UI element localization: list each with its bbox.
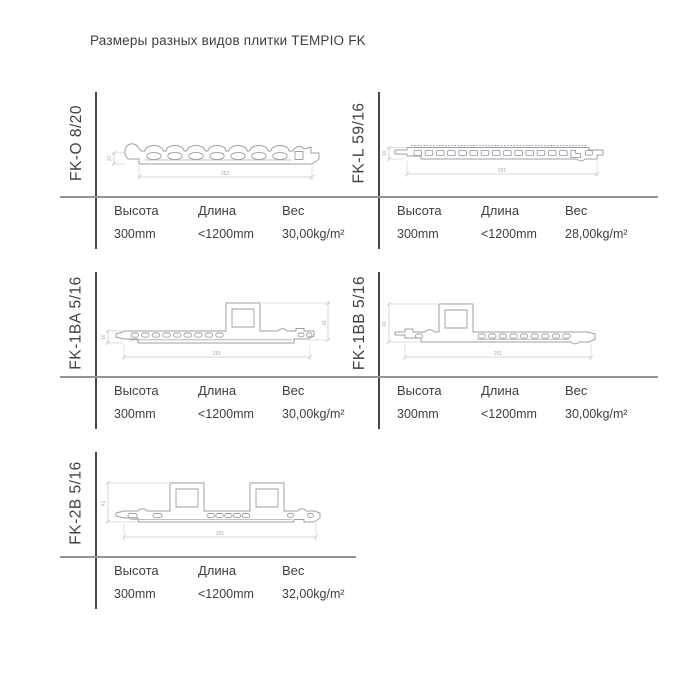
col-header-height: Высота <box>114 383 159 398</box>
dim-width-label: 252 <box>220 171 230 177</box>
dim-width-label: 291 <box>215 531 225 537</box>
height-value: 300mm <box>114 227 156 241</box>
height-value: 300mm <box>114 407 156 421</box>
dim-height-label: 20 <box>107 155 113 162</box>
section-divider-vertical <box>95 92 97 249</box>
profile-drawing-fk-l <box>381 92 633 194</box>
length-value: <1200mm <box>198 227 254 241</box>
profile-code: FK-1BB 5/16 <box>351 275 368 371</box>
section-divider-horizontal <box>343 376 658 378</box>
col-header-weight: Вес <box>565 383 588 398</box>
section-divider-horizontal <box>60 376 356 378</box>
height-value: 300mm <box>114 587 156 601</box>
profile-code: FK-O 8/20 <box>68 105 85 181</box>
col-header-length: Длина <box>198 203 237 218</box>
section-divider-vertical <box>378 272 380 429</box>
weight-value: 30,00kg/m² <box>282 227 345 241</box>
profile-code-label <box>62 274 92 372</box>
dim-width-label: 291 <box>212 351 222 357</box>
length-value: <1200mm <box>198 587 254 601</box>
section-fk-1ba <box>60 270 356 430</box>
dim-total-height-label: 41 <box>101 500 107 507</box>
col-header-weight: Вес <box>282 563 305 578</box>
profile-code: FK-2B 5/16 <box>68 461 85 545</box>
col-header-height: Высота <box>397 383 442 398</box>
length-value: <1200mm <box>481 227 537 241</box>
length-value: <1200mm <box>481 407 537 421</box>
col-header-height: Высота <box>397 203 442 218</box>
spec-table <box>98 563 366 601</box>
profile-drawing-fk-1ba <box>98 272 350 374</box>
section-fk-2b <box>60 450 356 610</box>
col-header-weight: Вес <box>565 203 588 218</box>
profile-drawing-fk-1bb <box>381 272 633 374</box>
profile-drawing-fk-o <box>98 92 350 194</box>
profile-drawing-fk-2b <box>98 452 350 554</box>
dim-height-label: 16 <box>101 334 107 340</box>
section-fk-o <box>60 90 356 250</box>
profile-code: FK-L 59/16 <box>351 102 369 184</box>
col-header-height: Высота <box>114 563 159 578</box>
profile-code: FK-1BA 5/16 <box>68 276 86 370</box>
dim-total-height-label: 41 <box>382 321 388 327</box>
section-divider-horizontal <box>343 196 658 198</box>
col-header-length: Длина <box>481 383 520 398</box>
profile-code-label <box>62 94 92 192</box>
dim-total-height-label: 41 <box>322 320 328 326</box>
weight-value: 30,00kg/m² <box>282 407 345 421</box>
length-value: <1200mm <box>198 407 254 421</box>
spec-table <box>98 203 366 241</box>
profile-code-label <box>345 274 375 372</box>
weight-value: 32,00kg/m² <box>282 587 345 601</box>
col-header-weight: Вес <box>282 203 305 218</box>
section-divider-vertical <box>378 92 380 249</box>
dim-height-label: 16 <box>382 150 388 157</box>
section-fk-1bb <box>343 270 658 430</box>
spec-table <box>381 383 649 421</box>
col-header-weight: Вес <box>282 383 305 398</box>
section-divider-vertical <box>95 272 97 429</box>
dim-width-label: 251 <box>497 168 507 174</box>
section-fk-l <box>343 90 658 250</box>
profile-code-label <box>345 94 375 192</box>
section-divider-horizontal <box>60 556 356 558</box>
weight-value: 28,00kg/m² <box>565 227 628 241</box>
col-header-height: Высота <box>114 203 159 218</box>
height-value: 300mm <box>397 407 439 421</box>
page-title: Размеры разных видов плитки TEMPIO FK <box>90 33 366 48</box>
col-header-length: Длина <box>198 563 237 578</box>
dim-width-label: 291 <box>493 351 503 357</box>
spec-table <box>98 383 366 421</box>
spec-table <box>381 203 649 241</box>
col-header-length: Длина <box>481 203 520 218</box>
col-header-length: Длина <box>198 383 237 398</box>
weight-value: 30,00kg/m² <box>565 407 628 421</box>
profile-code-label <box>62 454 92 552</box>
height-value: 300mm <box>397 227 439 241</box>
section-divider-horizontal <box>60 196 356 198</box>
section-divider-vertical <box>95 452 97 609</box>
